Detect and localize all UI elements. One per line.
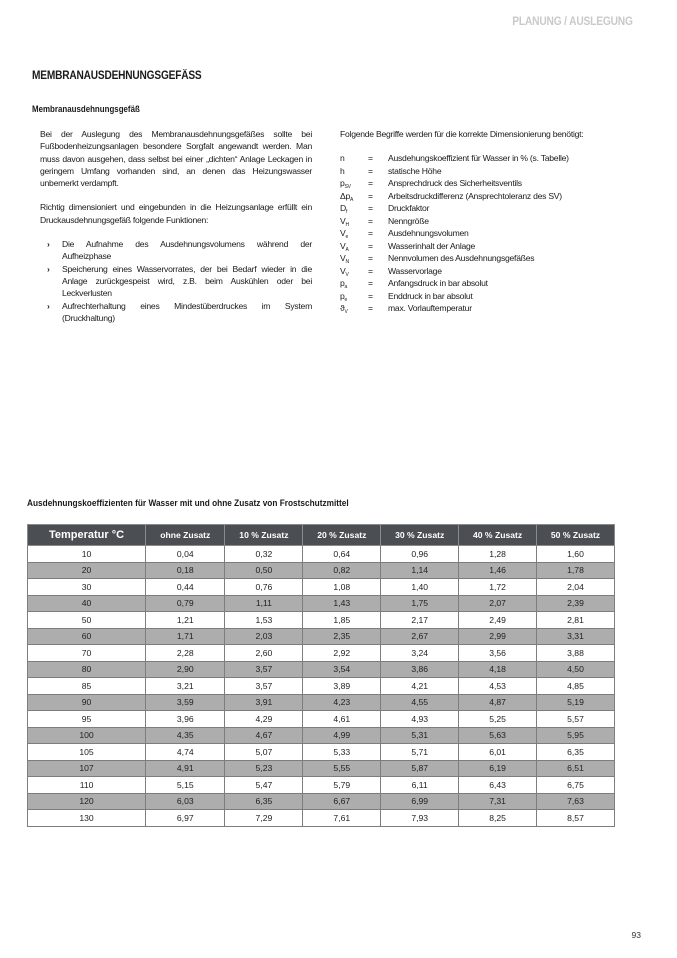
table-row <box>28 678 615 695</box>
list-item: › Die Aufnahme des Ausdehnungsvolumens während der Aufheizphase <box>47 239 312 262</box>
coefficient-cell: 0,76 <box>225 579 303 596</box>
column-header: 20 % Zusatz <box>303 525 381 546</box>
table-row <box>28 744 615 761</box>
coefficient-cell: 2,39 <box>537 595 615 612</box>
column-header: 10 % Zusatz <box>225 525 303 546</box>
coefficient-cell: 4,87 <box>459 694 537 711</box>
definition-text: max. Vorlauftemperatur <box>388 303 472 314</box>
definition-symbol: $V_e$ <box>340 228 349 241</box>
definition-row <box>340 152 569 165</box>
coefficient-cell: 5,87 <box>381 760 459 777</box>
equals-sign: = <box>368 290 373 301</box>
table-row <box>28 562 615 579</box>
section-label: PLANUNG / AUSLEGUNG <box>512 14 633 28</box>
definition-row <box>340 215 569 228</box>
table-row <box>28 760 615 777</box>
definition-symbol: $p_{SV}$ <box>340 178 351 191</box>
definition-symbol: $p_e$ <box>340 290 348 303</box>
temperature-cell: 107 <box>28 760 146 777</box>
coefficient-cell: 1,43 <box>303 595 381 612</box>
definition-row <box>340 277 569 290</box>
temperature-cell: 50 <box>28 612 146 629</box>
coefficient-cell: 5,71 <box>381 744 459 761</box>
definition-symbol: $V_A$ <box>340 240 349 253</box>
coefficient-cell: 5,33 <box>303 744 381 761</box>
equals-sign: = <box>368 165 373 176</box>
coefficient-cell: 4,21 <box>381 678 459 695</box>
coefficient-cell: 2,17 <box>381 612 459 629</box>
table-header-row <box>28 525 615 546</box>
definition-symbol: $D_f$ <box>340 203 348 216</box>
definition-row <box>340 177 569 190</box>
right-column <box>340 128 640 315</box>
definition-text: Arbeitsdruckdifferenz (Ansprechtoleranz des SV) <box>388 190 562 201</box>
definition-row <box>340 190 569 203</box>
coefficient-cell: 3,24 <box>381 645 459 662</box>
coefficient-cell: 1,72 <box>459 579 537 596</box>
column-header: 40 % Zusatz <box>459 525 537 546</box>
coefficient-cell: 6,11 <box>381 777 459 794</box>
equals-sign: = <box>368 203 373 214</box>
list-item: › Aufrechterhaltung eines Mindestüberdruckes im System (Druckhaltung) <box>47 300 312 323</box>
coefficient-cell: 2,35 <box>303 628 381 645</box>
coefficient-cell: 2,03 <box>225 628 303 645</box>
definition-symbol: h <box>340 165 345 176</box>
coefficient-cell: 7,63 <box>537 793 615 810</box>
definition-text: statische Höhe <box>388 165 442 176</box>
temperature-cell: 40 <box>28 595 146 612</box>
column-header: 50 % Zusatz <box>537 525 615 546</box>
definition-text: Ausdehnungsvolumen <box>388 228 469 239</box>
coefficient-cell: 6,03 <box>146 793 225 810</box>
page-title: MEMBRANAUSDEHNUNGSGEFÄSS <box>32 70 202 82</box>
table-row <box>28 612 615 629</box>
definition-row <box>340 290 569 303</box>
coefficient-cell: 1,40 <box>381 579 459 596</box>
coefficient-cell: 0,32 <box>225 546 303 563</box>
coefficient-cell: 8,25 <box>459 810 537 827</box>
coefficient-cell: 1,53 <box>225 612 303 629</box>
coefficient-cell: 4,93 <box>381 711 459 728</box>
table-row <box>28 711 615 728</box>
coefficient-cell: 7,93 <box>381 810 459 827</box>
coefficient-cell: 3,86 <box>381 661 459 678</box>
coefficient-cell: 1,78 <box>537 562 615 579</box>
definition-symbol: $ϑ_V$ <box>340 303 348 316</box>
coefficient-cell: 3,88 <box>537 645 615 662</box>
coefficient-cell: 3,57 <box>225 661 303 678</box>
definition-text: Anfangsdruck in bar absolut <box>388 278 488 289</box>
table-row <box>28 546 615 563</box>
definition-row <box>340 302 569 315</box>
temperature-cell: 10 <box>28 546 146 563</box>
coefficient-cell: 3,54 <box>303 661 381 678</box>
coefficient-cell: 5,15 <box>146 777 225 794</box>
coefficient-cell: 5,23 <box>225 760 303 777</box>
temperature-cell: 60 <box>28 628 146 645</box>
coefficient-cell: 6,19 <box>459 760 537 777</box>
definitions-list <box>340 152 569 315</box>
table-row <box>28 661 615 678</box>
temperature-cell: 120 <box>28 793 146 810</box>
functions-paragraph: Richtig dimensioniert und eingebunden in die Heizungsanlage erfüllt ein Druckausdehnungsgefäß folgende Funktionen: <box>40 202 312 225</box>
coefficient-cell: 3,21 <box>146 678 225 695</box>
coefficient-cell: 2,28 <box>146 645 225 662</box>
coefficient-cell: 3,89 <box>303 678 381 695</box>
coefficient-cell: 2,90 <box>146 661 225 678</box>
table-row <box>28 579 615 596</box>
coefficient-cell: 5,07 <box>225 744 303 761</box>
coefficient-cell: 7,31 <box>459 793 537 810</box>
coefficient-cell: 1,08 <box>303 579 381 596</box>
coefficient-cell: 6,35 <box>225 793 303 810</box>
coefficient-cell: 4,91 <box>146 760 225 777</box>
table-row <box>28 810 615 827</box>
list-item: › Speicherung eines Wasservorrates, der bei Bedarf wieder in die Anlage zurückgespeist wird, z.B. beim Auskühlen oder bei Leckverlusten <box>47 263 312 299</box>
coefficient-cell: 6,01 <box>459 744 537 761</box>
equals-sign: = <box>368 190 373 201</box>
coefficient-cell: 4,85 <box>537 678 615 695</box>
coefficient-cell: 5,79 <box>303 777 381 794</box>
coefficient-cell: 0,79 <box>146 595 225 612</box>
temperature-cell: 110 <box>28 777 146 794</box>
temperature-cell: 85 <box>28 678 146 695</box>
coefficient-cell: 6,97 <box>146 810 225 827</box>
definition-text: Wasservorlage <box>388 265 442 276</box>
coefficient-cell: 1,71 <box>146 628 225 645</box>
coefficient-cell: 0,44 <box>146 579 225 596</box>
coefficient-cell: 0,04 <box>146 546 225 563</box>
coefficient-cell: 6,51 <box>537 760 615 777</box>
definition-text: Nenngröße <box>388 215 429 226</box>
definition-text: Ansprechdruck des Sicherheitsventils <box>388 178 522 189</box>
coefficient-cell: 1,21 <box>146 612 225 629</box>
coefficient-cell: 1,60 <box>537 546 615 563</box>
table-row <box>28 727 615 744</box>
temperature-cell: 80 <box>28 661 146 678</box>
definition-row <box>340 252 569 265</box>
left-column <box>40 128 312 324</box>
coefficient-cell: 2,67 <box>381 628 459 645</box>
table-title: Ausdehnungskoeffizienten für Wasser mit und ohne Zusatz von Frostschutzmittel <box>27 498 349 508</box>
coefficient-cell: 0,18 <box>146 562 225 579</box>
chevron-right-icon: › <box>47 300 50 311</box>
coefficient-cell: 5,19 <box>537 694 615 711</box>
definition-row <box>340 265 569 278</box>
coefficient-cell: 4,67 <box>225 727 303 744</box>
coefficient-cell: 3,31 <box>537 628 615 645</box>
table-row <box>28 628 615 645</box>
definition-text: Druckfaktor <box>388 203 430 214</box>
equals-sign: = <box>368 265 373 276</box>
coefficient-cell: 4,99 <box>303 727 381 744</box>
coefficient-cell: 2,81 <box>537 612 615 629</box>
coefficient-cell: 4,18 <box>459 661 537 678</box>
coefficient-cell: 6,43 <box>459 777 537 794</box>
column-header: 30 % Zusatz <box>381 525 459 546</box>
coefficient-cell: 6,67 <box>303 793 381 810</box>
functions-list <box>40 238 312 324</box>
coefficient-cell: 5,31 <box>381 727 459 744</box>
equals-sign: = <box>368 253 373 264</box>
definition-symbol: $V_H$ <box>340 215 349 228</box>
coefficient-cell: 1,28 <box>459 546 537 563</box>
coefficient-cell: 4,35 <box>146 727 225 744</box>
coefficient-cell: 5,25 <box>459 711 537 728</box>
definition-text: Wasserinhalt der Anlage <box>388 240 476 251</box>
coefficient-cell: 7,29 <box>225 810 303 827</box>
coefficient-cell: 2,49 <box>459 612 537 629</box>
table-row <box>28 793 615 810</box>
coefficient-cell: 6,35 <box>537 744 615 761</box>
coefficient-cell: 1,14 <box>381 562 459 579</box>
coefficient-cell: 0,82 <box>303 562 381 579</box>
coefficient-cell: 5,55 <box>303 760 381 777</box>
chevron-right-icon: › <box>47 239 50 250</box>
equals-sign: = <box>368 178 373 189</box>
definition-row <box>340 202 569 215</box>
coefficient-cell: 3,56 <box>459 645 537 662</box>
equals-sign: = <box>368 228 373 239</box>
coefficient-cell: 4,23 <box>303 694 381 711</box>
coefficient-cell: 6,99 <box>381 793 459 810</box>
definition-text: Ausdehungskoeffizient für Wasser in % (s. Tabelle) <box>388 153 569 164</box>
definition-symbol: $V_V$ <box>340 265 349 278</box>
coefficient-cell: 4,74 <box>146 744 225 761</box>
coefficient-cell: 0,96 <box>381 546 459 563</box>
chevron-right-icon: › <box>47 263 50 274</box>
coefficient-cell: 0,50 <box>225 562 303 579</box>
coefficient-cell: 5,57 <box>537 711 615 728</box>
coefficient-cell: 2,92 <box>303 645 381 662</box>
definition-row <box>340 240 569 253</box>
coefficient-cell: 3,59 <box>146 694 225 711</box>
temperature-cell: 130 <box>28 810 146 827</box>
intro-paragraph: Bei der Auslegung des Membranausdehnungsgefäßes sollte bei Fußbodenheizungsanlagen besondere Sorgfalt angewandt werden. Man muss davon ausgehen, dass selbst bei einer „dichten“ Anlage Leckagen in geringem Umfang vorhanden sind, an denen das Heizungswasser unbemerkt verdampft. <box>40 129 312 189</box>
coefficient-cell: 8,57 <box>537 810 615 827</box>
coefficient-cell: 5,95 <box>537 727 615 744</box>
coefficient-cell: 2,99 <box>459 628 537 645</box>
subtitle: Membranausdehnungsgefäß <box>32 104 140 114</box>
table-row <box>28 645 615 662</box>
definition-symbol: $p_a$ <box>340 278 348 291</box>
temperature-cell: 90 <box>28 694 146 711</box>
column-header: ohne Zusatz <box>146 525 225 546</box>
page-number: 93 <box>631 930 641 940</box>
coefficient-cell: 4,53 <box>459 678 537 695</box>
definitions-intro: Folgende Begriffe werden für die korrekte Dimensionierung benötigt: <box>340 129 584 139</box>
coefficient-cell: 4,61 <box>303 711 381 728</box>
equals-sign: = <box>368 278 373 289</box>
coefficient-cell: 5,47 <box>225 777 303 794</box>
temperature-cell: 70 <box>28 645 146 662</box>
definition-symbol: n <box>340 153 345 164</box>
coefficient-cell: 2,60 <box>225 645 303 662</box>
equals-sign: = <box>368 215 373 226</box>
definition-symbol: $V_N$ <box>340 253 349 266</box>
coefficient-cell: 3,57 <box>225 678 303 695</box>
expansion-coefficient-table <box>27 524 615 827</box>
definition-row <box>340 227 569 240</box>
temperature-cell: 100 <box>28 727 146 744</box>
table-row <box>28 694 615 711</box>
table-row <box>28 595 615 612</box>
coefficient-cell: 5,63 <box>459 727 537 744</box>
equals-sign: = <box>368 153 373 164</box>
definition-text: Nennvolumen des Ausdehnungsgefäßes <box>388 253 535 264</box>
definition-symbol: $\Delta p_A$ <box>340 190 354 203</box>
coefficient-cell: 1,85 <box>303 612 381 629</box>
coefficient-cell: 4,29 <box>225 711 303 728</box>
coefficient-cell: 1,46 <box>459 562 537 579</box>
equals-sign: = <box>368 240 373 251</box>
coefficient-cell: 3,96 <box>146 711 225 728</box>
definition-row <box>340 165 569 178</box>
coefficient-cell: 7,61 <box>303 810 381 827</box>
coefficient-cell: 1,75 <box>381 595 459 612</box>
temperature-cell: 105 <box>28 744 146 761</box>
temperature-cell: 20 <box>28 562 146 579</box>
coefficient-cell: 0,64 <box>303 546 381 563</box>
coefficient-cell: 4,50 <box>537 661 615 678</box>
temperature-cell: 30 <box>28 579 146 596</box>
coefficient-cell: 2,04 <box>537 579 615 596</box>
equals-sign: = <box>368 303 373 314</box>
coefficient-cell: 4,55 <box>381 694 459 711</box>
definition-text: Enddruck in bar absolut <box>388 290 473 301</box>
coefficient-cell: 3,91 <box>225 694 303 711</box>
coefficient-cell: 1,11 <box>225 595 303 612</box>
column-header: Temperatur °C <box>28 525 146 546</box>
temperature-cell: 95 <box>28 711 146 728</box>
table-row <box>28 777 615 794</box>
coefficient-cell: 6,75 <box>537 777 615 794</box>
coefficient-cell: 2,07 <box>459 595 537 612</box>
